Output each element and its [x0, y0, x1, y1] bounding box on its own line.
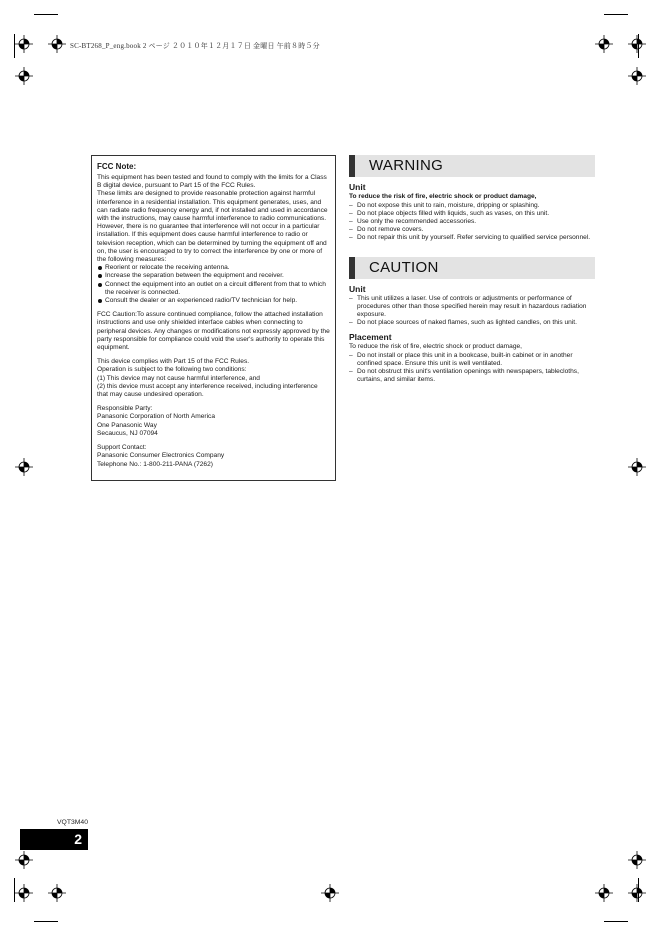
list-item: Reorient or relocate the receiving antenna.: [97, 264, 330, 272]
registration-mark-icon: [15, 35, 33, 53]
responsible-party-block: [97, 405, 330, 438]
trim-line: [638, 878, 639, 902]
support-line: Panasonic Consumer Electronics Company: [97, 452, 225, 460]
fcc-comply-line: This device complies with Part 15 of the FCC Rules.: [97, 358, 250, 366]
fcc-para-1: This equipment has been tested and found to comply with the limits for a Class B digital device, pursuant to Part 15 of the FCC Rules.: [97, 174, 327, 190]
registration-mark-icon: [15, 884, 33, 902]
model-code: VQT3M40: [57, 819, 88, 826]
list-item: – Do not obstruct this unit's ventilation openings with newspapers, tablecloths, curtains, and similar items.: [349, 368, 595, 384]
responsible-label: Responsible Party:: [97, 405, 153, 413]
fcc-conditions-intro: Operation is subject to the following two conditions:: [97, 366, 247, 374]
trim-line: [604, 14, 628, 15]
caution-unit-heading: Unit: [349, 283, 366, 294]
list-item: – Use only the recommended accessories.: [349, 218, 595, 226]
fcc-para-2: These limits are designed to provide reasonable protection against harmful interference in a residential installation. This equipment generates, uses, and can radiate radio frequency energy and, if not installed and used in accordance with the instructions, may cause harmful interference to radio communications.: [97, 190, 328, 223]
warning-list: [349, 202, 595, 243]
registration-mark-icon: [595, 35, 613, 53]
registration-mark-icon: [628, 67, 646, 85]
caution-banner: CAUTION: [349, 257, 595, 279]
placement-heading: Placement: [349, 332, 392, 343]
placement-lead: To reduce the risk of fire, electric shock or product damage,: [349, 343, 522, 351]
fcc-caution-para: FCC Caution:To assure continued compliance, follow the attached installation instructions and use only shielded interface cables when connecting to peripheral devices. Any changes or modifications not expressly approved by the party responsible for compliance could void the user's authority to operate this equipment.: [97, 311, 330, 352]
fcc-para-3: However, there is no guarantee that interference will not occur in a particular installation. If this equipment does cause harmful interference to radio or television reception, which can be determined by turning the equipment off and on, the user is encouraged to try to correct the interference by one or more of the following measures:: [97, 223, 327, 264]
trim-line: [14, 878, 15, 902]
warning-lead: To reduce the risk of fire, electric shock or product damage,: [349, 193, 537, 200]
support-line: Telephone No.: 1-800-211-PANA (7262): [97, 460, 213, 468]
support-contact-block: [97, 444, 330, 469]
list-item: Connect the equipment into an outlet on a circuit different from that to which the receiver is connected.: [97, 281, 330, 297]
trim-line: [34, 921, 58, 922]
list-item: – This unit utilizes a laser. Use of controls or adjustments or performance of procedures other than those specified herein may result in hazardous radiation exposure.: [349, 295, 595, 320]
responsible-line: Secaucus, NJ 07094: [97, 429, 158, 437]
fcc-title: FCC Note:: [97, 162, 137, 171]
registration-mark-icon: [15, 458, 33, 476]
list-item: – Do not place objects filled with liquids, such as vases, on this unit.: [349, 210, 595, 218]
registration-mark-icon: [628, 458, 646, 476]
list-item: – Do not place sources of naked flames, such as lighted candles, on this unit.: [349, 319, 595, 327]
registration-mark-icon: [15, 67, 33, 85]
trim-line: [14, 34, 15, 58]
registration-mark-icon: [48, 884, 66, 902]
responsible-line: Panasonic Corporation of North America: [97, 413, 216, 421]
responsible-line: One Panasonic Way: [97, 421, 157, 429]
registration-mark-icon: [628, 35, 646, 53]
list-item: – Do not install or place this unit in a bookcase, built-in cabinet or in another confined space. Ensure this unit is well ventilated.: [349, 352, 595, 368]
registration-mark-icon: [595, 884, 613, 902]
fcc-note-box: [91, 155, 336, 481]
registration-mark-icon: [321, 884, 339, 902]
warning-banner: WARNING: [349, 155, 595, 177]
registration-mark-icon: [48, 35, 66, 53]
safety-column: [349, 155, 595, 385]
caution-unit-list: [349, 295, 595, 328]
list-item: – Do not expose this unit to rain, moisture, dripping or splashing.: [349, 202, 595, 210]
fcc-condition-2: (2) this device must accept any interference received, including interference that may cause undesired operation.: [97, 382, 318, 399]
list-item: Increase the separation between the equipment and receiver.: [97, 272, 330, 280]
page-number: 2: [20, 829, 88, 850]
support-label: Support Contact:: [97, 444, 147, 452]
fcc-condition-1: (1) This device may not cause harmful interference, and: [97, 374, 260, 382]
registration-mark-icon: [15, 851, 33, 869]
warning-unit-heading: Unit: [349, 182, 366, 192]
registration-mark-icon: [628, 851, 646, 869]
print-header-line: SC-BT268_P_eng.book 2 ページ ２０１０年１２月１７日 金曜日 午前８時５分: [70, 42, 320, 50]
trim-line: [604, 921, 628, 922]
list-item: – Do not remove covers.: [349, 226, 595, 234]
placement-list: [349, 352, 595, 385]
trim-line: [34, 14, 58, 15]
fcc-measures-list: [97, 264, 330, 305]
registration-mark-icon: [628, 884, 646, 902]
trim-line: [638, 34, 639, 58]
list-item: Consult the dealer or an experienced radio/TV technician for help.: [97, 297, 330, 305]
list-item: – Do not repair this unit by yourself. Refer servicing to qualified service personnel.: [349, 234, 595, 242]
